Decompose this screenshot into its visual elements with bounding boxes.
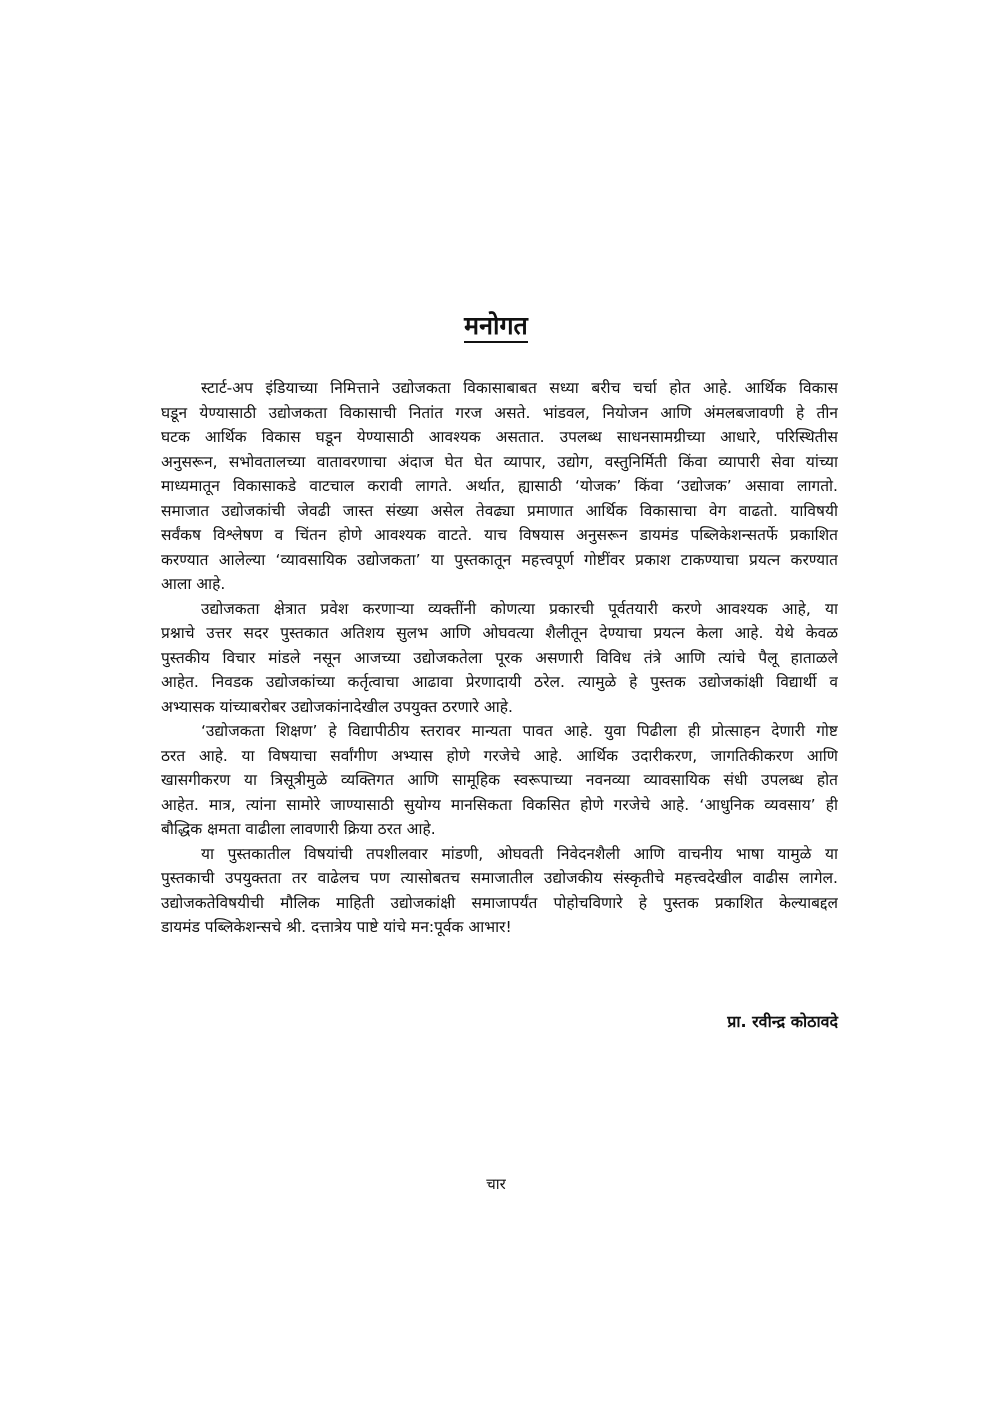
text-line: करण्यात आलेल्या ‘व्यावसायिक उद्योजकता’ या पुस्तकातून महत्त्वपूर्ण गोष्टींवर प्रकाश टाकण्याचा प्रयत्न करण्यात xyxy=(161,550,838,569)
page-title-text: मनोगत xyxy=(464,311,528,343)
text-line: डायमंड पब्लिकेशन्सचे श्री. दत्तात्रेय पाष्टे यांचे मन:पूर्वक आभार! xyxy=(161,918,512,936)
paragraph xyxy=(161,376,838,597)
preface-body xyxy=(161,376,838,940)
page-number: चार xyxy=(486,1175,506,1193)
text-line: आहेत. मात्र, त्यांना सामोरे जाण्यासाठी सुयोग्य मानसिकता विकसित होणे गरजेचे आहे. ‘आधुनिक व्यवसाय’ ही xyxy=(161,795,838,814)
paragraph xyxy=(161,597,838,720)
text-line: सर्वंकष विश्लेषण व चिंतन होणे आवश्यक वाटते. याच विषयास अनुसरून डायमंड पब्लिकेशन्सतर्फे प्रकाशित xyxy=(161,526,838,544)
text-line: घडून येण्यासाठी उद्योजकता विकासाची नितांत गरज असते. भांडवल, नियोजन आणि अंमलबजावणी हे तीन xyxy=(161,403,838,422)
text-line: ठरत आहे. या विषयाचा सर्वांगीण अभ्यास होणे गरजेचे आहे. आर्थिक उदारीकरण, जागतिकीकरण आणि xyxy=(161,746,838,765)
text-line: उद्योजकता क्षेत्रात प्रवेश करणाऱ्या व्यक्तींनी कोणत्या प्रकारची पूर्वतयारी करणे आवश्यक आहे, या xyxy=(201,599,838,618)
author-signature: प्रा. रवीन्द्र कोठावदे xyxy=(727,1012,838,1031)
text-line: प्रश्नाचे उत्तर सदर पुस्तकात अतिशय सुलभ आणि ओघवत्या शैलीतून देण्याचा प्रयत्न केला आहे. येथे केवळ xyxy=(161,624,838,642)
paragraph xyxy=(161,719,838,842)
text-line: खासगीकरण या त्रिसूत्रीमुळे व्यक्तिगत आणि सामूहिक स्वरूपाच्या नवनव्या व्यावसायिक संधी उपलब्ध होत xyxy=(161,771,838,789)
text-line: पुस्तकाची उपयुक्तता तर वाढेलच पण त्यासोबतच समाजातील उद्योजकीय संस्कृतीचे महत्त्वदेखील वाढीस लागेल. xyxy=(161,869,838,887)
text-line: अभ्यासक यांच्याबरोबर उद्योजकांनादेखील उपयुक्त ठरणारे आहे. xyxy=(161,697,513,716)
page-title xyxy=(0,308,992,342)
text-line: आला आहे. xyxy=(161,575,226,593)
text-line: या पुस्तकातील विषयांची तपशीलवार मांडणी, ओघवती निवेदनशैली आणि वाचनीय भाषा यामुळे या xyxy=(201,844,838,863)
text-line: ‘उद्योजकता शिक्षण’ हे विद्यापीठीय स्तरावर मान्यता पावत आहे. युवा पिढीला ही प्रोत्साहन देणारी गोष्ट xyxy=(201,722,838,740)
text-line: पुस्तकीय विचार मांडले नसून आजच्या उद्योजकतेला पूरक असणारी विविध तंत्रे आणि त्यांचे पैलू हाताळले xyxy=(161,648,838,667)
paragraph xyxy=(161,842,838,940)
text-line: स्टार्ट-अप इंडियाच्या निमित्ताने उद्योजकता विकासाबाबत सध्या बरीच चर्चा होत आहे. आर्थिक विकास xyxy=(201,379,838,397)
text-line: उद्योजकतेविषयीची मौलिक माहिती उद्योजकांक्षी समाजापर्यंत पोहोचविणारे हे पुस्तक प्रकाशित केल्याबद्दल xyxy=(161,893,838,912)
text-line: बौद्धिक क्षमता वाढीला लावणारी क्रिया ठरत आहे. xyxy=(161,820,436,838)
text-line: समाजात उद्योजकांची जेवढी जास्त संख्या असेल तेवढ्या प्रमाणात आर्थिक विकासाचा वेग वाढतो. याविषयी xyxy=(161,501,838,520)
text-line: माध्यमातून विकासाकडे वाटचाल करावी लागते. अर्थात, ह्यासाठी ‘योजक’ किंवा ‘उद्योजक’ असावा लागतो. xyxy=(161,477,838,495)
text-line: घटक आर्थिक विकास घडून येण्यासाठी आवश्यक असतात. उपलब्ध साधनसामग्रीच्या आधारे, परिस्थितीस xyxy=(161,428,838,446)
text-line: अनुसरून, सभोवतालच्या वातावरणाचा अंदाज घेत घेत व्यापार, उद्योग, वस्तुनिर्मिती किंवा व्यापारी सेवा यांच्या xyxy=(161,452,838,471)
text-line: आहेत. निवडक उद्योजकांच्या कर्तृत्वाचा आढावा प्रेरणादायी ठरेल. त्यामुळे हे पुस्तक उद्योजकांक्षी विद्यार्थी व xyxy=(161,673,838,691)
